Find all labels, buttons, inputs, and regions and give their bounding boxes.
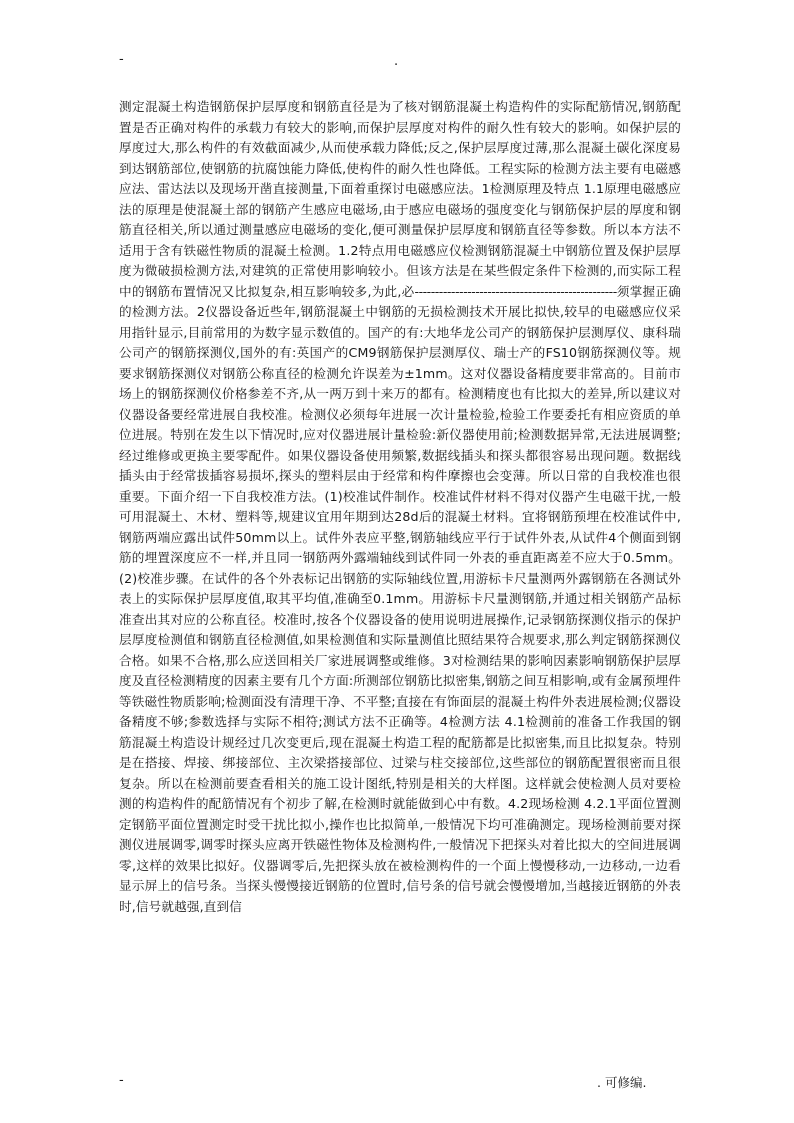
body-paragraph	[119, 97, 681, 917]
header-center-mark: .	[394, 54, 399, 69]
body-text-part1: 测定混凝土构造钢筋保护层厚度和钢筋直径是为了核对钢筋混凝土构造构件的实际配筋情况,钢筋配置是否正确对构件的承载力有较大的影响,而保护层厚度对构件的耐久性有较大的影响。如保护层的厚度过大,那么构件的有效截面减少,从而使承载力降低;反之,保护层厚度过薄,那么混凝土碳化深度易到达钢筋部位,使钢筋的抗腐蚀能力降低,使构件的耐久性也降低。工程实际的检测方法主要有电磁感应法、雷达法以及现场开凿直接测量,下面着重探讨电磁感应法。1检测原理及特点 1.1原理电磁感应法的原理是使混凝土部的钢筋产生感应电磁场,由于感应电磁场的强度变化与钢筋保护层的厚度和钢筋直径相关,所以通过测量感应电磁场的变化,便可测量保护层厚度和钢筋直径等参数。所以本方法不适用于含有铁磁性物质的混凝土检测。1.2特点用电磁感应仪检测钢筋混凝土中钢筋位置及保护层厚度为微破损检测方法,对建筑的正常使用影响较小。但该方法是在某些假定条件下检测的,而实际工程中的钢筋布置情况又比拟复杂,相互影响较多,为此,必	[119, 99, 681, 299]
document-body	[119, 97, 681, 917]
footer-note: . 可修编.	[597, 1075, 647, 1090]
dash-separator: --------------------------------------------------	[414, 283, 617, 299]
footer-left-mark: -	[119, 1073, 124, 1088]
header-left-mark: -	[119, 52, 124, 67]
body-text-part2: 须掌握正确的检测方法。2仪器设备近些年,钢筋混凝土中钢筋的无损检测技术开展比拟快,较早的电磁感应仪采用指针显示,目前常用的为数字显示数值的。国产的有:大地华龙公司产的钢筋保护层测厚仪、康科瑞公司产的钢筋探测仪,国外的有:英国产的CM9钢筋保护层测厚仪、瑞士产的FS10钢筋探测仪等。规要求钢筋探测仪对钢筋公称直径的检测允许误差为±1mm。这对仪器设备精度要非常高的。目前市场上的钢筋探测仪价格参差不齐,从一两万到十来万的都有。检测精度也有比拟大的差异,所以建议对仪器设备要经常进展自我校准。检测仪必须每年进展一次计量检验,检验工作要委托有相应资质的单位进展。特别在发生以下情况时,应对仪器进展计量检验:新仪器使用前;检测数据异常,无法进展调整;经过维修或更换主要零配件。如果仪器设备使用频繁,数据线插头和探头都很容易出现问题。数据线插头由于经常拔插容易损坏,探头的塑料层由于经常和构件摩擦也会变薄。所以日常的自我校准也很重要。下面介绍一下自我校准方法。(1)校准试件制作。校准试件材料不得对仪器产生电磁干扰,一般可用混凝土、木材、塑料等,规建议宜用年期到达28d后的混凝土材料。宜将钢筋预埋在校准试件中,钢筋两端应露出试件50mm以上。试件外表应平整,钢筋轴线应平行于试件外表,从试件4个侧面到钢筋的埋置深度应不一样,并且同一钢筋两外露端轴线到试件同一外表的垂直距离差不应大于0.5mm。(2)校准步骤。在试件的各个外表标记出钢筋的实际轴线位置,用游标卡尺量测两外露钢筋在各测试外表上的实际保护层厚度值,取其平均值,准确至0.1mm。用游标卡尺量测钢筋,并通过相关钢筋产品标准查出其对应的公称直径。校准时,按各个仪器设备的使用说明进展操作,记录钢筋探测仪指示的保护层厚度检测值和钢筋直径检测值,如果检测值和实际量测值比照结果符合规要求,那么判定钢筋探测仪合格。如果不合格,那么应送回相关厂家进展调整或维修。3对检测结果的影响因素影响钢筋保护层厚度及直径检测精度的因素主要有几个方面:所测部位钢筋比拟密集,钢筋之间互相影响,或有金属预埋件等铁磁性物质影响;检测面没有清理干净、不平整;直接在有饰面层的混凝土构件外表进展检测;仪器设备精度不够;参数选择与实际不相符;测试方法不正确等。4检测方法 4.1检测前的准备工作我国的钢筋混凝土构造设计规经过几次变更后,现在混凝土构造工程的配筋都是比拟密集,而且比拟复杂。特别是在搭接、焊接、绑接部位、主次梁搭接部位、过梁与柱交接部位,这些部位的钢筋配置很密而且很复杂。所以在检测前要查看相关的施工设计图纸,特别是相关的大样图。这样就会使检测人员对要检测的构造构件的配筋情况有个初步了解,在检测时就能做到心中有数。4.2现场检测 4.2.1平面位置测定钢筋平面位置测定时受干扰比拟小,操作也比拟简单,一般情况下均可准确测定。现场检测前要对探测仪进展调零,调零时探头应离开铁磁性物体及检测构件,一般情况下把探头对着比拟大的空间进展调零,这样的效果比拟好。仪器调零后,先把探头放在被检测构件的一个面上慢慢移动,一边移动,一边看显示屏上的信号条。当探头慢慢接近钢筋的位置时,信号条的信号就会慢慢增加,当越接近钢筋的外表时,信号就越强,直到信	[119, 283, 682, 914]
